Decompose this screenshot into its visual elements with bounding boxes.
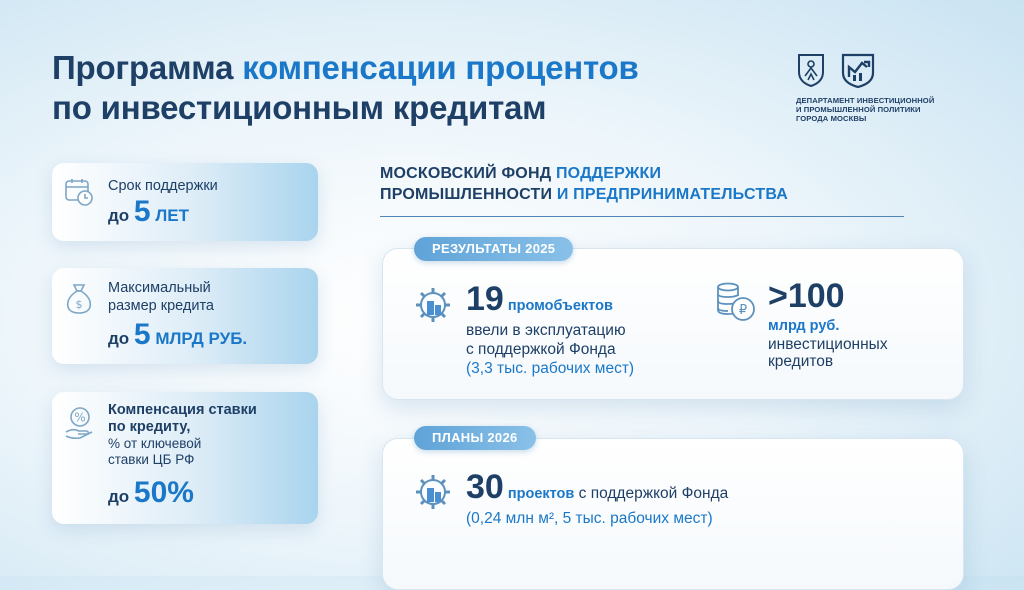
coin-stack-icon — [713, 280, 757, 324]
rate-prefix: до — [108, 487, 134, 506]
results-credits-unit-wrap — [768, 318, 839, 334]
calendar-clock-icon — [64, 177, 94, 207]
results-credits-number: >100 — [768, 277, 845, 315]
department-line-3: ГОРОДА МОСКВЫ — [796, 114, 867, 123]
title-line-2: по инвестиционным кредитам — [52, 89, 547, 126]
term-card — [52, 163, 318, 241]
title-part-1: Программа — [52, 49, 243, 86]
rate-value — [108, 476, 194, 510]
plans-value — [466, 470, 728, 504]
money-bag-icon — [64, 282, 94, 316]
term-label: Срок поддержки — [108, 178, 218, 194]
svg-text:$: $ — [75, 298, 83, 311]
results-objects-line-3 — [466, 360, 634, 378]
max-loan-value — [108, 318, 247, 352]
max-loan-prefix: до — [108, 329, 134, 348]
svg-text:%: % — [74, 410, 86, 425]
results-objects-unit: промобъектов — [503, 298, 613, 314]
results-credits-unit: млрд руб. — [768, 318, 840, 334]
results-credits-value — [768, 279, 845, 313]
rate-number: 50% — [133, 476, 194, 509]
results-objects-number: 19 — [466, 280, 504, 318]
department-logo — [796, 52, 996, 123]
plans-unit: проектов — [503, 486, 575, 502]
rate-sub-2: ставки ЦБ РФ — [108, 452, 195, 467]
fund-divider — [380, 216, 904, 217]
fund-title-line2-part-2: И ПРЕДПРИНИМАТЕЛЬСТВА — [556, 186, 789, 203]
results-objects-line-2: с поддержкой Фонда — [466, 341, 616, 358]
results-objects-jobs: (3,3 тыс. рабочих мест) — [466, 360, 635, 377]
department-line-1: ДЕПАРТАМЕНТ ИНВЕСТИЦИОННОЙ — [796, 96, 935, 105]
fund-title-part-2: ПОДДЕРЖКИ — [555, 165, 662, 182]
rate-label-1: Компенсация ставки — [108, 402, 257, 418]
moscow-coat-of-arms-icon — [796, 52, 826, 88]
results-objects-value — [466, 282, 613, 316]
svg-text:₽: ₽ — [738, 303, 748, 318]
fund-title-line2-part-1: ПРОМЫШЛЕННОСТИ — [380, 186, 557, 203]
fund-title — [380, 163, 788, 205]
fund-title-part-1: МОСКОВСКИЙ ФОНД — [380, 165, 556, 182]
max-loan-number: 5 — [133, 318, 151, 351]
rate-label-2: по кредиту, — [108, 419, 191, 435]
max-loan-label-1: Максимальный — [108, 280, 211, 296]
plans-number: 30 — [466, 468, 504, 506]
term-number: 5 — [133, 195, 151, 228]
plans-badge: ПЛАНЫ 2026 — [414, 426, 536, 450]
term-prefix: до — [108, 206, 134, 225]
plans-details: (0,24 млн м², 5 тыс. рабочих мест) — [466, 510, 713, 527]
department-name — [796, 96, 996, 123]
results-credits-line-1: инвестиционных — [768, 336, 888, 353]
results-credits-line-2: кредитов — [768, 353, 834, 370]
term-value — [108, 195, 189, 229]
rate-card — [52, 392, 318, 524]
term-unit: ЛЕТ — [150, 206, 189, 225]
max-loan-label-2: размер кредита — [108, 298, 214, 314]
plans-line-2 — [466, 510, 713, 528]
percent-hand-icon — [64, 406, 96, 440]
department-emblem-icon — [840, 52, 876, 88]
gear-building-icon — [413, 285, 453, 325]
results-badge: РЕЗУЛЬТАТЫ 2025 — [414, 237, 573, 261]
results-objects-line-1: ввели в эксплуатацию — [466, 322, 626, 339]
max-loan-unit: МЛРД РУБ. — [150, 329, 248, 348]
department-line-2: И ПРОМЫШЛЕННОЙ ПОЛИТИКИ — [796, 105, 921, 114]
gear-building-icon — [413, 472, 453, 512]
rate-sub-1: % от ключевой — [108, 436, 202, 451]
max-loan-card — [52, 268, 318, 364]
plans-text: с поддержкой Фонда — [574, 485, 729, 502]
title-part-2: компенсации процентов — [242, 49, 639, 86]
page-title — [52, 48, 639, 128]
